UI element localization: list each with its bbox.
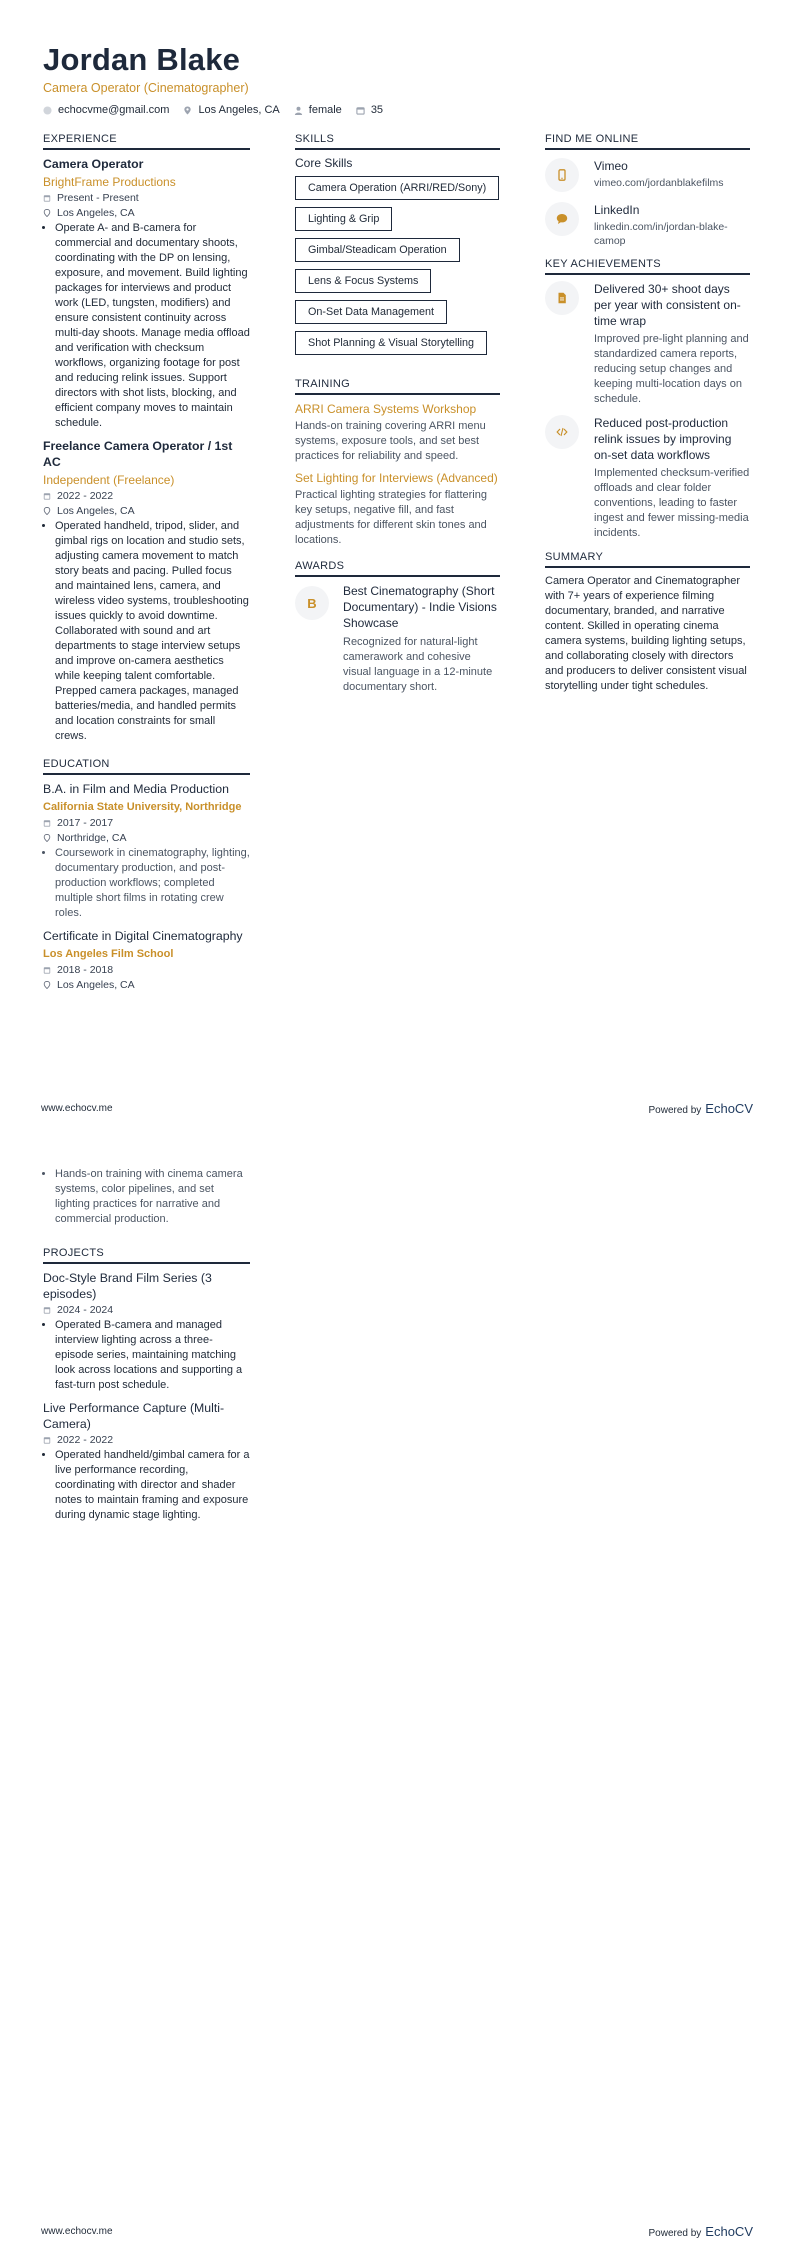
achievements-heading: KEY ACHIEVEMENTS bbox=[545, 258, 750, 275]
calendar-icon bbox=[43, 819, 51, 827]
project-dates: 2022 - 2022 bbox=[43, 1433, 250, 1447]
location-icon bbox=[43, 507, 51, 515]
achievement-entry bbox=[545, 415, 750, 541]
award-description: Recognized for natural-light camerawork and cohesive visual language in a 12-minute documentary short. bbox=[343, 636, 493, 693]
document-icon bbox=[545, 281, 579, 315]
achievement-title: Delivered 30+ shoot days per year with consistent on-time wrap bbox=[594, 282, 741, 328]
list-item: • Operated handheld, tripod, slider, and gimbal rigs on location and studio sets, adjusting camera movement to match story beats and pacing. Pulled focus and maintained lens, camera, and wireless video systems, troubleshooting issues quickly to avoid downtime. Collaborated with sound and art departments to stage interview setups and improve on-camera aesthetics while keeping talent comfortable. Prepped camera packages, managed batteries/media, and handled permits and location constraints for small crews. bbox=[55, 519, 250, 744]
skill-chip: Shot Planning & Visual Storytelling bbox=[295, 331, 487, 355]
education-dates: 2017 - 2017 bbox=[43, 816, 250, 830]
company-name: Independent (Freelance) bbox=[43, 473, 175, 487]
online-profile-linkedin[interactable] bbox=[545, 202, 750, 248]
education-bullets-continued bbox=[43, 1167, 250, 1227]
skill-chip: Camera Operation (ARRI/RED/Sony) bbox=[295, 176, 499, 200]
achievement-description: Improved pre-light planning and standardized camera reports, reducing setup changes and keeping multi-location days on schedule. bbox=[594, 333, 749, 405]
award-badge: B bbox=[295, 586, 329, 620]
achievement-title: Reduced post-production relink issues by improving on-set data workflows bbox=[594, 416, 732, 462]
footer-powered: Powered by EchoCV bbox=[648, 2224, 753, 2239]
find-me-heading: FIND ME ONLINE bbox=[545, 133, 750, 150]
online-profile-vimeo[interactable] bbox=[545, 158, 750, 192]
calendar-icon bbox=[43, 1306, 51, 1314]
calendar-icon bbox=[43, 1436, 51, 1444]
skill-chip: Lens & Focus Systems bbox=[295, 269, 431, 293]
middle-column bbox=[295, 133, 500, 695]
profile-link[interactable]: linkedin.com/in/jordan-blake-camop bbox=[594, 221, 728, 247]
training-title: Set Lighting for Interviews (Advanced) bbox=[295, 471, 498, 485]
page-footer bbox=[41, 1101, 753, 1116]
training-entry bbox=[295, 401, 500, 464]
project-bullets bbox=[43, 1448, 250, 1523]
experience-entry bbox=[43, 156, 250, 431]
calendar-icon bbox=[43, 492, 51, 500]
achievement-description: Implemented checksum-verified offloads and clear folder conventions, leading to faster ingest and fewer missing-media incidents. bbox=[594, 467, 750, 539]
page-footer bbox=[41, 2224, 753, 2239]
skill-chip: On-Set Data Management bbox=[295, 300, 447, 324]
project-entry bbox=[43, 1270, 250, 1393]
profile-name: LinkedIn bbox=[594, 203, 640, 217]
summary-heading: SUMMARY bbox=[545, 551, 750, 568]
profile-name: Vimeo bbox=[594, 159, 628, 173]
contact-location: Los Angeles, CA bbox=[183, 104, 279, 116]
education-dates: 2018 - 2018 bbox=[43, 963, 250, 977]
education-bullets bbox=[43, 846, 250, 921]
skill-chip: Lighting & Grip bbox=[295, 207, 392, 231]
contact-gender: female bbox=[294, 104, 342, 116]
education-entry bbox=[43, 928, 250, 992]
school-name: California State University, Northridge bbox=[43, 801, 242, 813]
training-description: Hands-on training covering ARRI menu systems, exposure tools, and set best practices for reliability and speed. bbox=[295, 420, 486, 462]
location-icon bbox=[43, 981, 51, 989]
job-location: Los Angeles, CA bbox=[43, 504, 250, 518]
education-heading: EDUCATION bbox=[43, 758, 250, 775]
training-title: ARRI Camera Systems Workshop bbox=[295, 402, 477, 416]
education-entry bbox=[43, 781, 250, 921]
experience-entry bbox=[43, 438, 250, 744]
list-item: • Hands-on training with cinema camera systems, color pipelines, and set lighting practices for narrative and commercial production. bbox=[55, 1167, 250, 1227]
footer-brand[interactable]: EchoCV bbox=[705, 2224, 753, 2239]
training-description: Practical lighting strategies for flattering key setups, negative fill, and fast adjustments for different skin tones and locations. bbox=[295, 489, 487, 546]
calendar-icon bbox=[43, 966, 51, 974]
project-entry bbox=[43, 1400, 250, 1523]
contact-email[interactable]: echocvme@gmail.com bbox=[43, 104, 169, 116]
degree-title: Certificate in Digital Cinematography bbox=[43, 929, 243, 943]
school-name: Los Angeles Film School bbox=[43, 948, 174, 960]
location-icon bbox=[43, 209, 51, 217]
list-item: • Coursework in cinematography, lighting, documentary production, and post-production workflows; completed multiple short films in rotating crew roles. bbox=[55, 846, 250, 921]
profile-link[interactable]: vimeo.com/jordanblakefilms bbox=[594, 177, 724, 189]
skills-list bbox=[295, 176, 500, 362]
achievement-entry bbox=[545, 281, 750, 407]
project-bullets bbox=[43, 1318, 250, 1393]
footer-brand[interactable]: EchoCV bbox=[705, 1101, 753, 1116]
education-location: Northridge, CA bbox=[43, 831, 250, 845]
calendar-icon bbox=[43, 194, 51, 202]
job-bullets bbox=[43, 519, 250, 744]
list-item: • Operate A- and B-camera for commercial and documentary shoots, coordinating with the DP on lensing, exposure, and movement. Build lighting packages for interviews and product work (LED, tungsten, modifiers) and ensure consistent continuity across multi-day shoots. Manage media offload and verification with checksum workflows, organizing footage for post and reducing relink issues. Support directors with shot lists, blocking, and efficient company moves to maintain schedule. bbox=[55, 221, 250, 431]
chat-bubble-icon bbox=[545, 202, 579, 236]
candidate-name: Jordan Blake bbox=[43, 42, 241, 77]
summary-text: Camera Operator and Cinematographer with 7+ years of experience filming documentary, branded, and narrative content. Skilled in operating cinema camera systems, building lighting setups, and collaborating closely with directors and producers to deliver consistent visual storytelling under tight schedules. bbox=[545, 575, 747, 692]
email-icon bbox=[43, 106, 52, 115]
right-column bbox=[545, 133, 750, 694]
list-item: • Operated handheld/gimbal camera for a live performance recording, coordinating with director and shader notes to maintain framing and exposure during dynamic stage lighting. bbox=[55, 1448, 250, 1523]
job-dates: 2022 - 2022 bbox=[43, 489, 250, 503]
skills-heading: SKILLS bbox=[295, 133, 500, 150]
resume-header bbox=[43, 42, 753, 116]
project-title: Live Performance Capture (Multi-Camera) bbox=[43, 1401, 225, 1431]
job-title: Camera Operator bbox=[43, 157, 144, 171]
job-location: Los Angeles, CA bbox=[43, 206, 250, 220]
education-location: Los Angeles, CA bbox=[43, 978, 250, 992]
award-title: Best Cinematography (Short Documentary) - Indie Visions Showcase bbox=[343, 584, 497, 630]
footer-website[interactable]: www.echocv.me bbox=[41, 2226, 113, 2237]
left-column-continued bbox=[43, 1166, 250, 1530]
awards-heading: AWARDS bbox=[295, 560, 500, 577]
contact-row bbox=[43, 104, 753, 116]
training-entry bbox=[295, 470, 500, 548]
left-column bbox=[43, 133, 250, 999]
location-icon bbox=[43, 834, 51, 842]
footer-powered: Powered by EchoCV bbox=[648, 1101, 753, 1116]
resume-page-2 bbox=[0, 1123, 794, 2246]
project-title: Doc-Style Brand Film Series (3 episodes) bbox=[43, 1271, 212, 1301]
location-icon bbox=[183, 106, 192, 115]
footer-website[interactable]: www.echocv.me bbox=[41, 1103, 113, 1114]
skills-subheading: Core Skills bbox=[295, 156, 353, 170]
projects-heading: PROJECTS bbox=[43, 1247, 250, 1264]
job-dates: Present - Present bbox=[43, 191, 250, 205]
candidate-role: Camera Operator (Cinematographer) bbox=[43, 81, 249, 95]
code-icon bbox=[545, 415, 579, 449]
award-entry bbox=[295, 583, 500, 695]
company-name: BrightFrame Productions bbox=[43, 175, 176, 189]
training-heading: TRAINING bbox=[295, 378, 500, 395]
skill-chip: Gimbal/Steadicam Operation bbox=[295, 238, 460, 262]
experience-heading: EXPERIENCE bbox=[43, 133, 250, 150]
job-bullets bbox=[43, 221, 250, 431]
person-icon bbox=[294, 106, 303, 115]
degree-title: B.A. in Film and Media Production bbox=[43, 782, 229, 796]
project-dates: 2024 - 2024 bbox=[43, 1303, 250, 1317]
calendar-icon bbox=[356, 106, 365, 115]
phone-icon bbox=[545, 158, 579, 192]
list-item: • Operated B-camera and managed interview lighting across a three-episode series, maintaining matching look across locations and supporting a fast-turn post schedule. bbox=[55, 1318, 250, 1393]
contact-age: 35 bbox=[356, 104, 383, 116]
job-title: Freelance Camera Operator / 1st AC bbox=[43, 439, 233, 469]
